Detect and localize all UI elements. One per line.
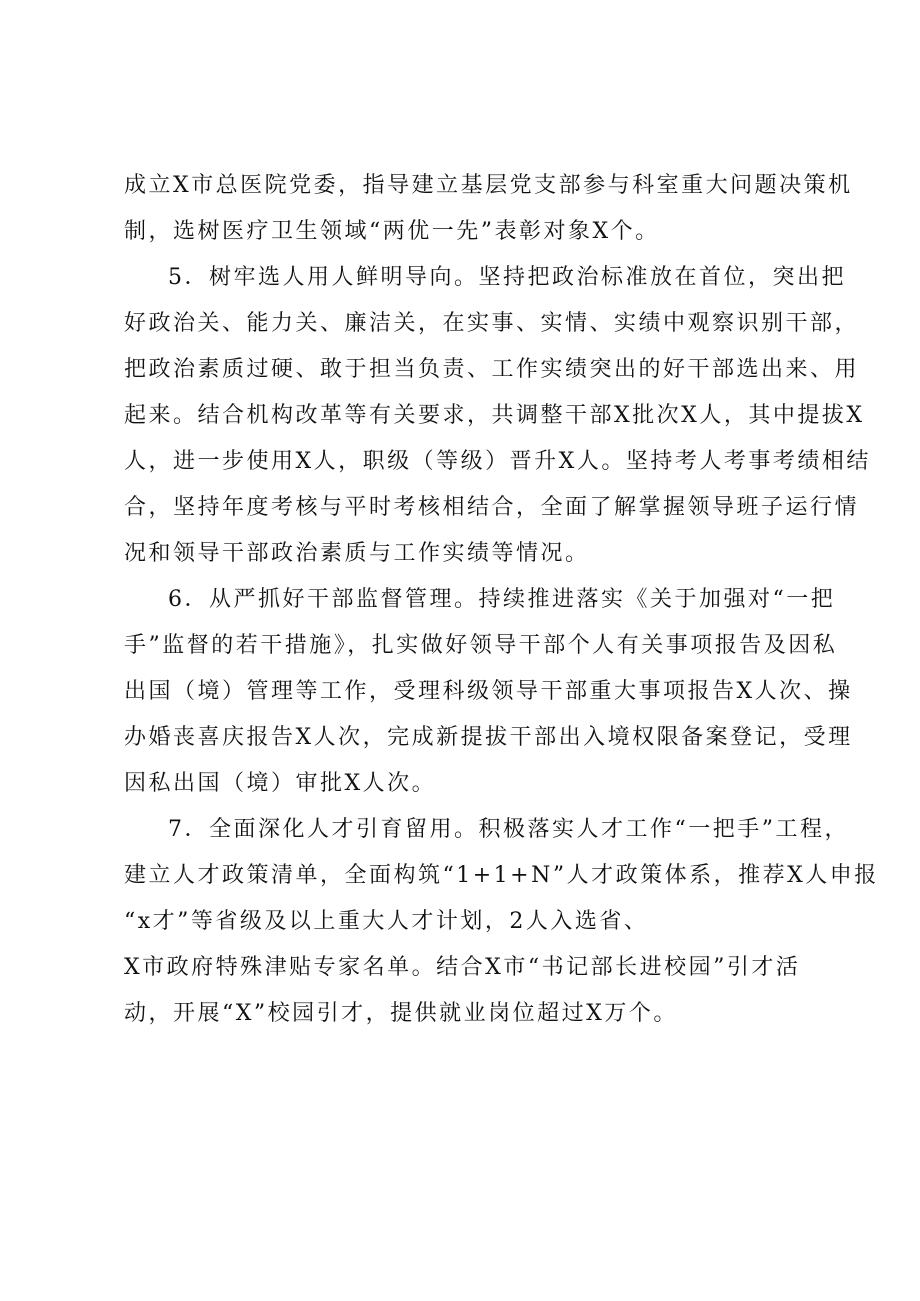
paragraph-5-line-3: 把政治素质过硬、敢于担当负责、工作实绩突出的好干部选出来、用 [124, 357, 860, 382]
paragraph-4-line-1: 成立X市总医院党委，指导建立基层党支部参与科室重大问题决策机 [124, 173, 853, 198]
paragraph-7-line-2: 建立人才政策清单，全面构筑“1+1+N”人才政策体系，推荐X人申报 [124, 863, 879, 888]
paragraph-7-line-5: 动，开展“X”校园引才，提供就业岗位超过X万个。 [124, 1001, 678, 1026]
paragraph-6-line-2: 手”监督的若干措施》，扎实做好领导干部个人有关事项报告及因私 [124, 633, 838, 658]
paragraph-6-line-5: 因私出国（境）审批X人次。 [124, 771, 437, 796]
paragraph-5-line-2: 好政治关、能力关、廉洁关，在实事、实情、实绩中观察识别干部， [124, 311, 860, 336]
paragraph-5-line-7: 况和领导干部政治素质与工作实绩等情况。 [124, 541, 590, 566]
paragraph-7-line-3: “x才”等省级及以上重大人才计划，2人入选省、 [124, 909, 649, 934]
paragraph-6-line-1: 6．从严抓好干部监督管理。持续推进落实《关于加强对“一把 [168, 587, 836, 612]
paragraph-6-line-3: 出国（境）管理等工作，受理科级领导干部重大事项报告X人次、操 [124, 679, 853, 704]
paragraph-5-line-6: 合，坚持年度考核与平时考核相结合，全面了解掌握领导班子运行情 [124, 495, 860, 520]
paragraph-5-line-4: 起来。结合机构改革等有关要求，共调整干部X批次X人，其中提拔X [124, 403, 865, 428]
paragraph-5-line-1: 5．树牢选人用人鲜明导向。坚持把政治标准放在首位，突出把 [168, 265, 846, 290]
paragraph-6-line-4: 办婚丧喜庆报告X人次，完成新提拔干部出入境权限备案登记，受理 [124, 725, 853, 750]
paragraph-7-line-4: X市政府特殊津贴专家名单。结合X市“书记部长进校园”引才活 [124, 955, 801, 980]
paragraph-7-line-1: 7．全面深化人才引育留用。积极落实人才工作“一把手”工程， [168, 817, 849, 842]
paragraph-5-line-5: 人，进一步使用X人，职级（等级）晋升X人。坚持考人考事考绩相结 [124, 449, 871, 474]
paragraph-4-line-2: 制，选树医疗卫生领域“两优一先”表彰对象X个。 [124, 219, 660, 244]
